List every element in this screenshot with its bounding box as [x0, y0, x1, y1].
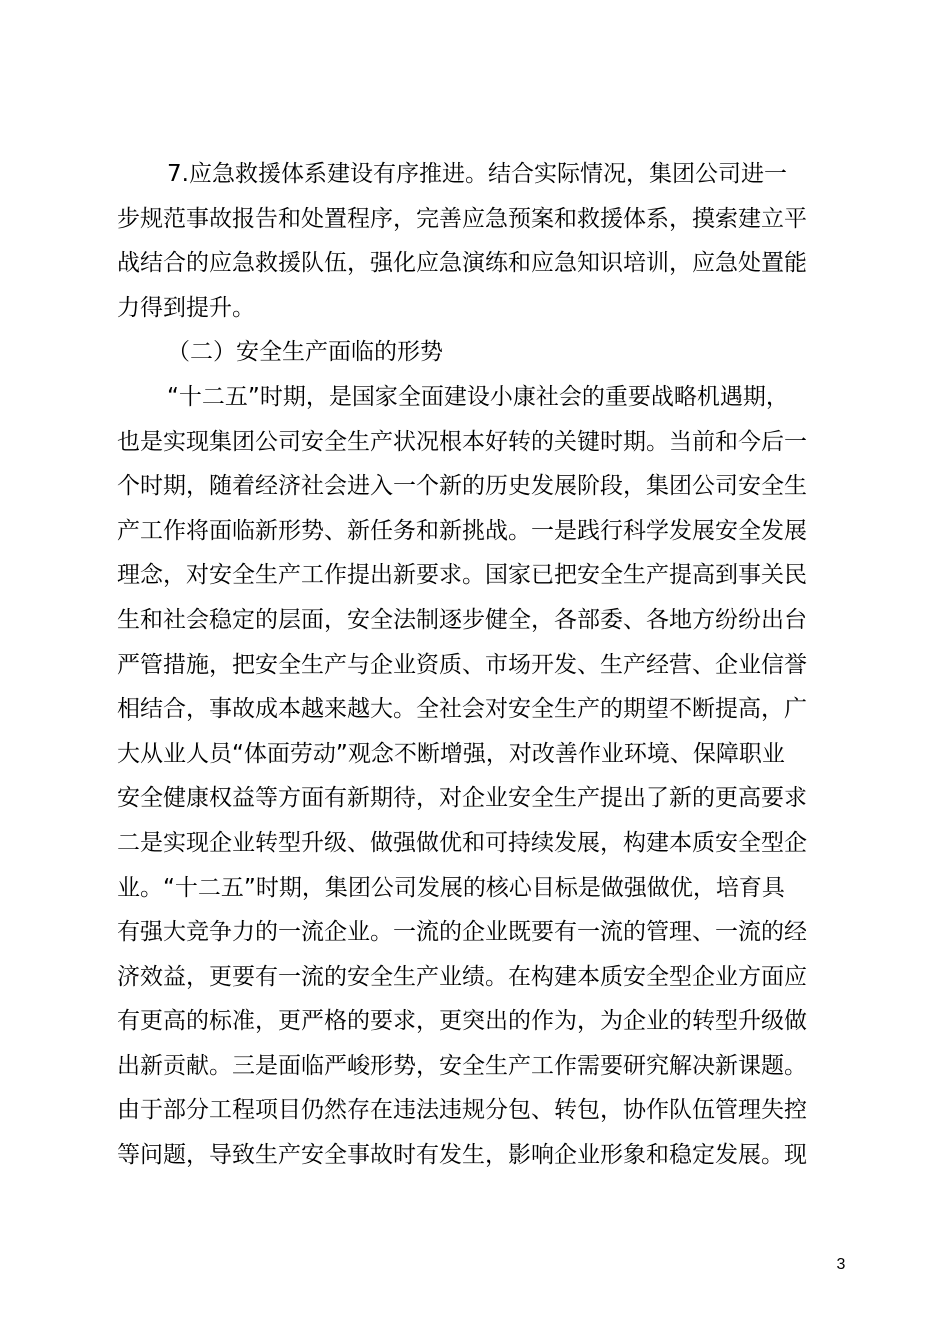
- text-line: 安全健康权益等方面有新期待，对企业安全生产提出了新的更高要求: [117, 785, 807, 812]
- text-line: 出新贡献。三是面临严峻形势，安全生产工作需要研究解决新课题。: [117, 1052, 807, 1079]
- text-line: 产工作将面临新形势、新任务和新挑战。一是践行科学发展安全发展: [117, 517, 807, 544]
- text-line: “十二五”时期，是国家全面建设小康社会的重要战略机遇期，: [167, 383, 789, 410]
- text-line: 理念，对安全生产工作提出新要求。国家已把安全生产提高到事关民: [117, 562, 807, 589]
- text-line: 有强大竞争力的一流企业。一流的企业既要有一流的管理、一流的经: [117, 919, 807, 946]
- text-line: 战结合的应急救援队伍，强化应急演练和应急知识培训，应急处置能: [117, 250, 807, 277]
- text-line: 有更高的标准，更严格的要求，更突出的作为，为企业的转型升级做: [117, 1008, 807, 1035]
- text-line: 也是实现集团公司安全生产状况根本好转的关键时期。当前和今后一: [117, 428, 807, 455]
- text-line: 业。“十二五”时期，集团公司发展的核心目标是做强做优，培育具: [117, 874, 785, 901]
- text-line: 严管措施，把安全生产与企业资质、市场开发、生产经营、企业信誉: [117, 651, 807, 678]
- text-line: 等问题，导致生产安全事故时有发生，影响企业形象和稳定发展。现: [117, 1142, 807, 1169]
- page-number: 3: [836, 1256, 846, 1273]
- text-line: 二是实现企业转型升级、做强做优和可持续发展，构建本质安全型企: [117, 829, 807, 856]
- text-line: 力得到提升。: [117, 294, 255, 321]
- text-line: 步规范事故报告和处置程序，完善应急预案和救援体系，摸索建立平: [117, 205, 807, 232]
- text-line: 生和社会稳定的层面，安全法制逐步健全，各部委、各地方纷纷出台: [117, 606, 807, 633]
- body-text: [117, 152, 857, 1178]
- text-line: 大从业人员“体面劳动”观念不断增强，对改善作业环境、保障职业: [117, 740, 785, 767]
- text-line: 相结合，事故成本越来越大。全社会对安全生产的期望不断提高，广: [117, 696, 807, 723]
- text-line: 个时期，随着经济社会进入一个新的历史发展阶段，集团公司安全生: [117, 473, 807, 500]
- text-line: 由于部分工程项目仍然存在违法违规分包、转包，协作队伍管理失控: [117, 1097, 807, 1124]
- section-heading: （二）安全生产面临的形势: [167, 339, 443, 366]
- text-line: 7.应急救援体系建设有序推进。结合实际情况，集团公司进一: [167, 161, 787, 187]
- text-line: 济效益，更要有一流的安全生产业绩。在构建本质安全型企业方面应: [117, 963, 807, 990]
